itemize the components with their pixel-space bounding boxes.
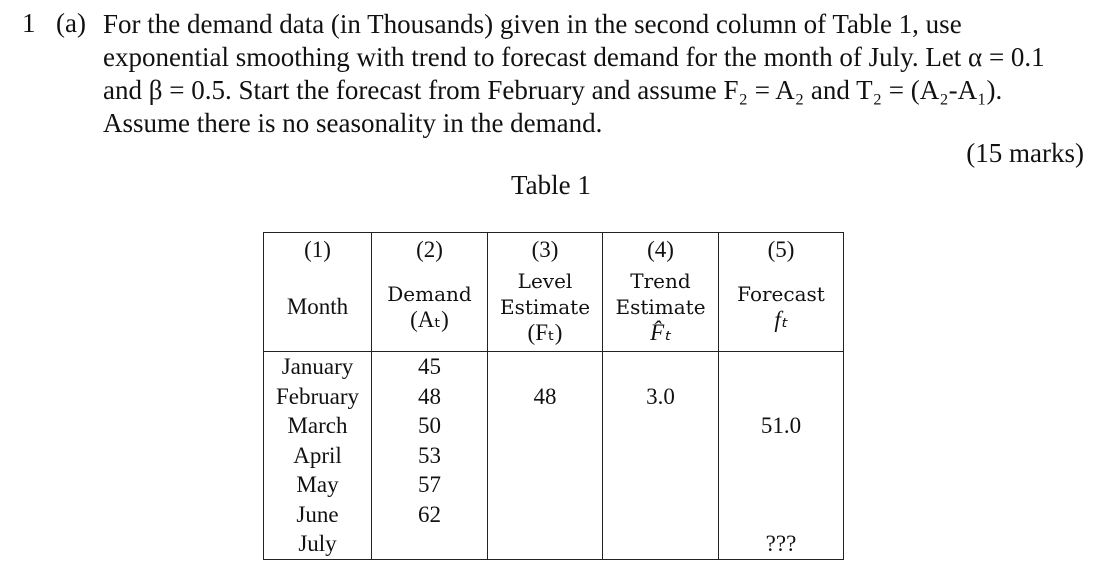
marks-label: (15 marks) — [966, 138, 1084, 168]
column-name: Level Estimate (Fₜ) — [499, 269, 591, 345]
column-number: (2) — [416, 237, 443, 262]
cell-trend — [603, 352, 719, 382]
column-number: (3) — [531, 237, 559, 262]
cell-demand: 62 — [372, 500, 488, 530]
cell-demand: 53 — [372, 441, 488, 471]
column-number: (5) — [767, 237, 795, 262]
cell-trend — [603, 441, 719, 471]
cell-level — [488, 470, 603, 500]
column-name: Month — [286, 294, 349, 319]
question-line: For the demand data (in Thousands) given in the second column of Table 1, use — [103, 9, 962, 39]
table-row — [264, 411, 844, 441]
table-row — [264, 441, 844, 471]
cell-level: 48 — [488, 382, 603, 412]
question-line: Assume there is no seasonality in the demand. — [103, 108, 603, 138]
table-row — [264, 352, 844, 382]
cell-trend: 3.0 — [603, 382, 719, 412]
cell-forecast — [719, 470, 844, 500]
column-symbol: (Aₜ) — [410, 307, 449, 332]
cell-month: June — [264, 500, 372, 530]
cell-forecast: ??? — [719, 529, 844, 559]
cell-trend — [603, 529, 719, 559]
question-number: 1 — [22, 8, 36, 38]
column-number: (4) — [647, 237, 674, 262]
cell-forecast — [719, 500, 844, 530]
cell-month: July — [264, 529, 372, 559]
column-header-level-estimate — [488, 233, 603, 352]
question-line: and β = 0.5. Start the forecast from February and assume F₂ = A₂ and T₂ = (A₂-A₁). — [103, 75, 1003, 105]
column-name: Demand (Aₜ) — [387, 282, 472, 332]
column-header-month — [264, 233, 372, 352]
cell-level — [488, 411, 603, 441]
cell-month: April — [264, 441, 372, 471]
question-part-label: (a) — [56, 8, 86, 38]
table-header-row — [264, 233, 844, 352]
cell-trend — [603, 470, 719, 500]
cell-level — [488, 441, 603, 471]
cell-month: February — [264, 382, 372, 412]
cell-demand: 57 — [372, 470, 488, 500]
cell-demand: 48 — [372, 382, 488, 412]
cell-demand: 45 — [372, 352, 488, 382]
column-header-trend-estimate — [603, 233, 719, 352]
cell-month: May — [264, 470, 372, 500]
cell-month: March — [264, 411, 372, 441]
column-symbol: (Fₜ) — [527, 320, 563, 345]
question-text — [103, 8, 1088, 140]
column-name: Forecast fₜ — [737, 282, 825, 332]
table-caption: Table 1 — [511, 170, 591, 200]
forecast-table — [263, 232, 844, 560]
column-number: (1) — [304, 237, 331, 262]
cell-level — [488, 529, 603, 559]
column-symbol: F̂ₜ — [650, 320, 671, 345]
cell-forecast — [719, 441, 844, 471]
cell-month: January — [264, 352, 372, 382]
cell-demand: 50 — [372, 411, 488, 441]
table-row — [264, 382, 844, 412]
cell-trend — [603, 411, 719, 441]
cell-level — [488, 352, 603, 382]
column-name: Trend Estimate F̂ₜ — [615, 269, 706, 345]
column-header-forecast — [719, 233, 844, 352]
table-row — [264, 500, 844, 530]
cell-forecast — [719, 382, 844, 412]
cell-demand — [372, 529, 488, 559]
table-row — [264, 470, 844, 500]
question-line: exponential smoothing with trend to forecast demand for the month of July. Let α = 0.1 — [103, 42, 1045, 72]
column-header-demand — [372, 233, 488, 352]
column-symbol: fₜ — [774, 307, 788, 332]
cell-trend — [603, 500, 719, 530]
cell-forecast — [719, 352, 844, 382]
table-row — [264, 529, 844, 559]
cell-forecast: 51.0 — [719, 411, 844, 441]
cell-level — [488, 500, 603, 530]
